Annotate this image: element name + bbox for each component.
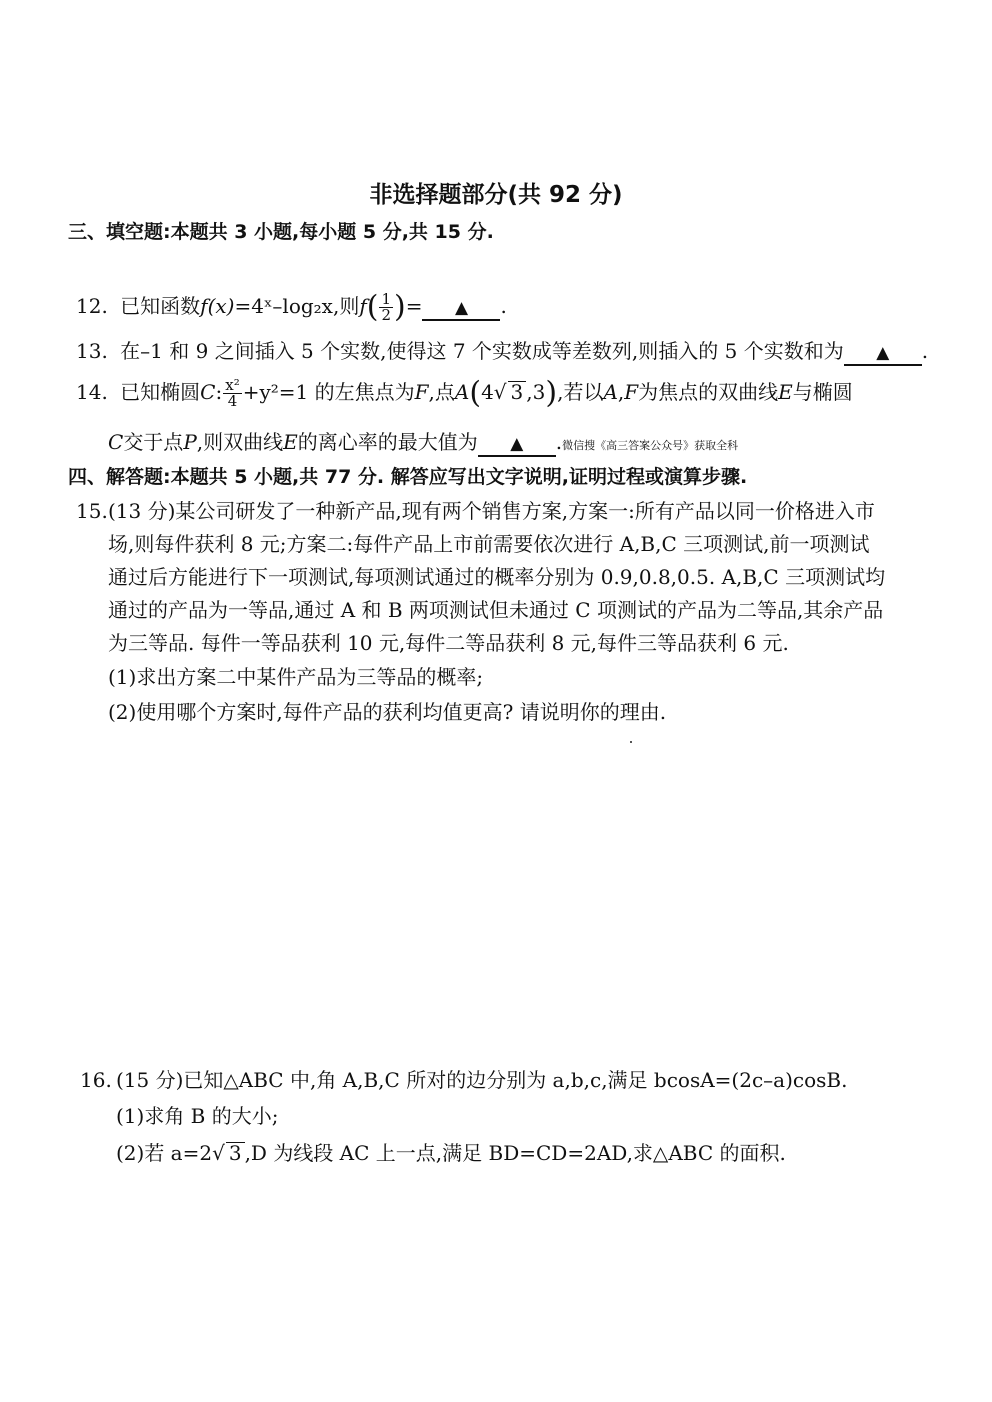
question-14-line-2: C交于点P,则双曲线E的离心率的最大值为▲ .微信搜《高三答案公众号》获取全科 — [108, 428, 738, 460]
question-16-part-2: (2)若 a=2√ 3 ,D 为线段 AC 上一点,满足 BD=CD=2AD,求△ABC 的面积. — [116, 1141, 786, 1165]
section-solutions-header: 四、解答题:本题共 5 小题,共 77 分. 解答应写出文字说明,证明过程或演算步骤. — [68, 466, 748, 488]
question-15-part-1: (1)求出方案二中某件产品为三等品的概率; — [108, 665, 484, 689]
page-title: 非选择题部分(共 92 分) — [369, 182, 623, 208]
fraction-x2-over-4: $\frac{\text{x²}}{4}$ — [225, 376, 240, 410]
question-number: 14. — [76, 380, 108, 404]
question-16-line: (15 分)已知△ABC 中,角 A,B,C 所对的边分别为 a,b,c,满足 bcosA=(2c–a)cosB. — [116, 1068, 848, 1092]
question-16-part-1: (1)求角 B 的大小; — [116, 1104, 279, 1128]
question-16-number: 16. — [80, 1068, 112, 1092]
question-15-line: 通过后方能进行下一项测试,每项测试通过的概率分别为 0.9,0.8,0.5. A,B,C 三项测试均 — [108, 565, 886, 589]
fraction-one-half: $\frac{1}{2}$ — [381, 290, 391, 324]
answer-blank — [844, 340, 922, 366]
question-13: 13. 在–1 和 9 之间插入 5 个实数,使得这 7 个实数成等差数列,则插入的 5 个实数和为▲ . — [76, 337, 928, 366]
question-15-line: 为三等品. 每件一等品获利 10 元,每件二等品获利 8 元,每件三等品获利 6 元. — [108, 631, 789, 655]
question-15-line: 场,则每件获利 8 元;方案二:每件产品上市前需要依次进行 A,B,C 三项测试,前一项测试 — [108, 532, 870, 556]
question-15-number: 15. — [76, 499, 108, 523]
answer-blank — [478, 431, 556, 457]
watermark-note: 微信搜《高三答案公众号》获取全科 — [562, 439, 739, 452]
question-14: 14. 已知椭圆C: $\frac{\text{x²}}{4}$ +y²=1 的左焦点为F,点A(4√ 3 ,3),若以A,F为焦点的双曲线E与椭圆 — [76, 375, 853, 411]
question-number: 12. — [76, 294, 108, 318]
question-number: 13. — [76, 339, 108, 363]
question-12: 12. 已知函数f(x)=4ˣ–log₂x,则f( $\frac{1}{2}$ )=▲ . — [76, 292, 507, 323]
answer-blank — [422, 295, 500, 321]
question-15-line: 通过的产品为一等品,通过 A 和 B 两项测试但未通过 C 项测试的产品为二等品,其余产品 — [108, 598, 884, 622]
question-15-line: (13 分)某公司研发了一种新产品,现有两个销售方案,方案一:所有产品以同一价格进入市 — [108, 499, 875, 523]
section-fill-in-header: 三、填空题:本题共 3 小题,每小题 5 分,共 15 分. — [68, 221, 494, 243]
scan-speck — [630, 741, 632, 743]
question-15-part-2: (2)使用哪个方案时,每件产品的获利均值更高? 请说明你的理由. — [108, 700, 667, 724]
